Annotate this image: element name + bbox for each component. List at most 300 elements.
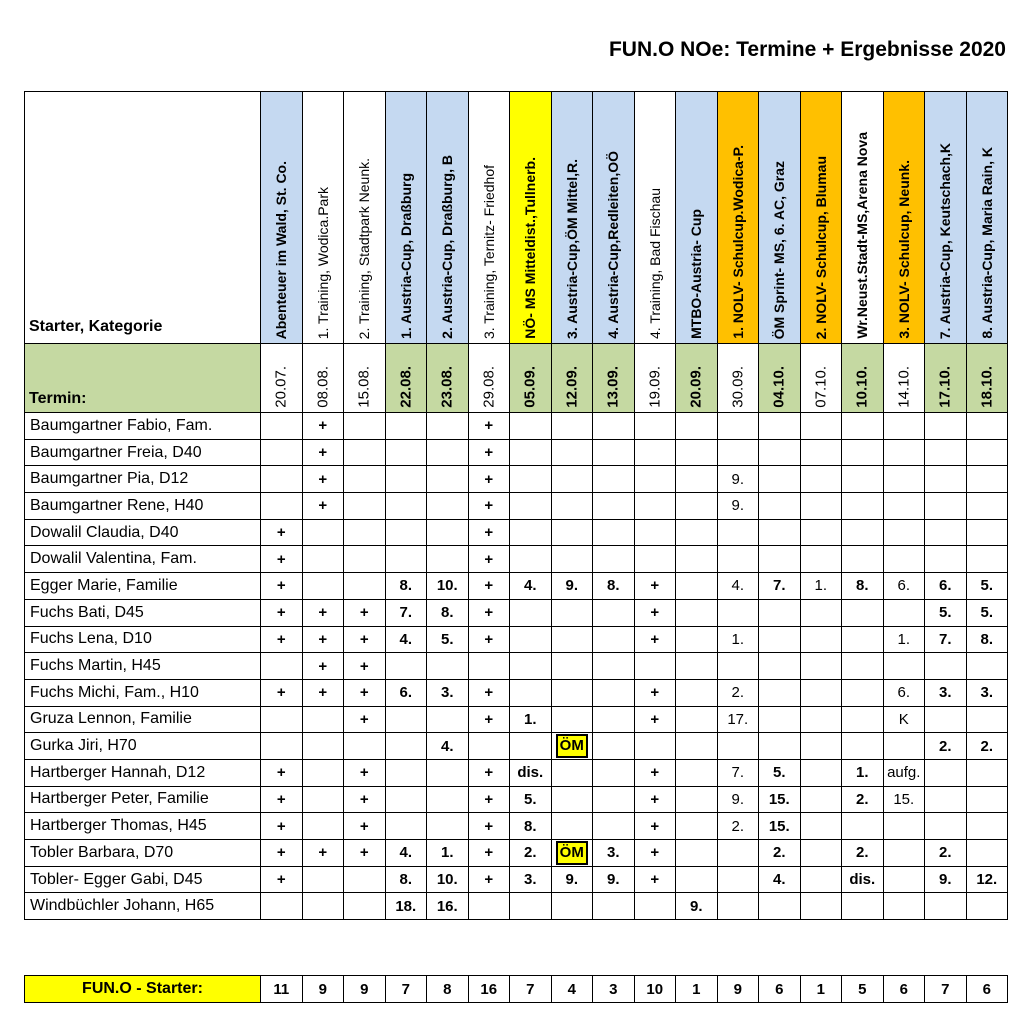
result-cell: 10. xyxy=(427,573,469,600)
result-cell xyxy=(800,893,842,920)
table-row xyxy=(25,653,1008,680)
result-cell xyxy=(925,413,967,440)
result-cell xyxy=(800,759,842,786)
result-cell: 1. xyxy=(427,840,469,867)
result-cell xyxy=(344,493,386,520)
result-cell: 10. xyxy=(427,866,469,893)
result-cell xyxy=(593,519,635,546)
result-cell xyxy=(551,519,593,546)
event-name: 2. Austria-Cup, Draßburg, B xyxy=(439,155,456,339)
starter-name: Baumgartner Fabio, Fam. xyxy=(25,413,261,440)
result-cell xyxy=(676,733,718,760)
event-name: Wr.Neust.Stadt-MS,Arena Nova xyxy=(854,132,871,339)
result-cell xyxy=(427,439,469,466)
event-date: 22.08. xyxy=(397,366,415,408)
starter-name: Fuchs Martin, H45 xyxy=(25,653,261,680)
result-cell xyxy=(717,653,759,680)
result-cell xyxy=(759,893,801,920)
result-cell: 5. xyxy=(759,759,801,786)
result-cell: + xyxy=(261,840,303,867)
event-name: 2. NOLV- Schulcup, Blumau xyxy=(812,155,829,339)
result-cell xyxy=(925,493,967,520)
result-cell xyxy=(842,466,884,493)
result-cell xyxy=(842,679,884,706)
result-cell xyxy=(759,626,801,653)
table-row xyxy=(25,413,1008,440)
result-cell: + xyxy=(261,626,303,653)
result-cell: + xyxy=(344,759,386,786)
result-cell xyxy=(676,706,718,733)
result-cell xyxy=(593,706,635,733)
result-cell xyxy=(385,413,427,440)
result-cell: 1. xyxy=(510,706,552,733)
result-cell: 4. xyxy=(759,866,801,893)
event-date: 13.09. xyxy=(604,366,622,408)
result-cell xyxy=(551,599,593,626)
result-cell: + xyxy=(468,813,510,840)
starter-name: Baumgartner Pia, D12 xyxy=(25,466,261,493)
event-name: 1. Austria-Cup, Draßburg xyxy=(397,173,414,339)
result-cell xyxy=(717,840,759,867)
result-cell xyxy=(800,519,842,546)
event-date-cell xyxy=(966,344,1008,413)
date-row xyxy=(25,344,1008,413)
event-name: 3. Austria-Cup,ÖM Mittel,R. xyxy=(563,159,580,339)
result-cell xyxy=(800,466,842,493)
result-cell xyxy=(759,733,801,760)
event-header xyxy=(842,92,884,344)
result-cell xyxy=(759,679,801,706)
table-row xyxy=(25,679,1008,706)
event-header xyxy=(551,92,593,344)
starter-count: 7 xyxy=(385,976,427,1003)
result-cell: + xyxy=(468,679,510,706)
result-cell: + xyxy=(468,840,510,867)
result-cell xyxy=(717,413,759,440)
result-cell xyxy=(427,546,469,573)
result-cell: 5. xyxy=(925,599,967,626)
event-date-cell xyxy=(634,344,676,413)
table-row xyxy=(25,840,1008,867)
result-cell xyxy=(883,439,925,466)
termin-label: Termin: xyxy=(25,344,261,413)
result-cell xyxy=(676,599,718,626)
result-cell xyxy=(676,679,718,706)
result-cell xyxy=(551,413,593,440)
page-title: FUN.O NOe: Termine + Ergebnisse 2020 xyxy=(608,38,1006,61)
result-cell xyxy=(551,546,593,573)
result-cell xyxy=(634,546,676,573)
event-name: NÖ- MS Mitteldist.,Tullnerb. xyxy=(522,157,539,339)
result-cell xyxy=(759,466,801,493)
result-cell xyxy=(551,466,593,493)
result-cell xyxy=(385,759,427,786)
result-cell xyxy=(593,466,635,493)
event-date: 23.08. xyxy=(438,366,456,408)
table-row xyxy=(25,466,1008,493)
results-table xyxy=(24,91,1008,920)
result-cell: + xyxy=(468,706,510,733)
result-cell xyxy=(842,546,884,573)
starter-name: Tobler- Egger Gabi, D45 xyxy=(25,866,261,893)
result-cell xyxy=(385,733,427,760)
result-cell xyxy=(925,706,967,733)
result-cell xyxy=(427,786,469,813)
result-cell xyxy=(634,413,676,440)
event-header xyxy=(676,92,718,344)
result-cell: 8. xyxy=(385,866,427,893)
result-cell xyxy=(385,439,427,466)
event-date-cell xyxy=(510,344,552,413)
result-cell: 16. xyxy=(427,893,469,920)
event-header xyxy=(344,92,386,344)
result-cell: 5. xyxy=(427,626,469,653)
result-cell xyxy=(344,413,386,440)
table-row xyxy=(25,599,1008,626)
result-cell xyxy=(510,653,552,680)
result-cell: + xyxy=(468,519,510,546)
starter-count: 7 xyxy=(925,976,967,1003)
result-cell: + xyxy=(468,786,510,813)
result-cell xyxy=(717,893,759,920)
result-cell xyxy=(634,439,676,466)
result-cell xyxy=(800,840,842,867)
result-cell xyxy=(634,733,676,760)
result-cell xyxy=(634,893,676,920)
result-cell xyxy=(925,546,967,573)
result-cell: 1. xyxy=(800,573,842,600)
result-cell: 8. xyxy=(966,626,1008,653)
result-cell xyxy=(510,519,552,546)
result-cell xyxy=(842,653,884,680)
starter-name: Baumgartner Freia, D40 xyxy=(25,439,261,466)
result-cell: + xyxy=(634,599,676,626)
result-cell xyxy=(593,413,635,440)
result-cell: 6. xyxy=(385,679,427,706)
result-cell: + xyxy=(302,653,344,680)
result-cell: 7. xyxy=(759,573,801,600)
result-cell xyxy=(468,893,510,920)
table-row xyxy=(25,866,1008,893)
result-cell xyxy=(925,466,967,493)
result-cell xyxy=(593,813,635,840)
result-cell: 2. xyxy=(842,786,884,813)
event-date: 14.10. xyxy=(895,366,913,408)
result-cell: + xyxy=(344,653,386,680)
starter-name: Hartberger Peter, Familie xyxy=(25,786,261,813)
starter-count-label: FUN.O - Starter: xyxy=(25,976,261,1003)
result-cell xyxy=(510,679,552,706)
result-cell: + xyxy=(344,706,386,733)
table-row xyxy=(25,706,1008,733)
starter-count: 6 xyxy=(883,976,925,1003)
result-cell xyxy=(676,840,718,867)
starter-name: Fuchs Bati, D45 xyxy=(25,599,261,626)
result-cell xyxy=(634,653,676,680)
result-cell xyxy=(717,733,759,760)
event-header xyxy=(468,92,510,344)
result-cell: + xyxy=(634,626,676,653)
result-cell xyxy=(676,573,718,600)
result-cell xyxy=(676,439,718,466)
result-cell xyxy=(759,439,801,466)
result-cell: 9. xyxy=(717,493,759,520)
event-name: 1. Training, Wodica.Park xyxy=(314,186,331,339)
result-cell xyxy=(344,866,386,893)
event-name: 4. Austria-Cup,Redleiten,OÖ xyxy=(605,151,622,339)
event-date: 29.08. xyxy=(480,366,498,408)
result-cell xyxy=(676,759,718,786)
result-cell: + xyxy=(634,813,676,840)
starter-count: 16 xyxy=(468,976,510,1003)
result-cell: 9. xyxy=(717,466,759,493)
result-cell xyxy=(676,626,718,653)
result-cell: + xyxy=(468,493,510,520)
starter-count: 7 xyxy=(510,976,552,1003)
starter-name: Windbüchler Johann, H65 xyxy=(25,893,261,920)
result-cell xyxy=(385,786,427,813)
result-cell xyxy=(966,813,1008,840)
result-cell xyxy=(593,599,635,626)
starter-name: Egger Marie, Familie xyxy=(25,573,261,600)
result-cell xyxy=(883,493,925,520)
result-cell: 8. xyxy=(385,573,427,600)
result-cell xyxy=(966,466,1008,493)
result-cell xyxy=(510,626,552,653)
result-cell: 4. xyxy=(510,573,552,600)
result-cell xyxy=(842,893,884,920)
result-cell xyxy=(551,493,593,520)
result-cell xyxy=(510,466,552,493)
result-cell xyxy=(842,626,884,653)
starter-count: 9 xyxy=(344,976,386,1003)
result-cell xyxy=(676,466,718,493)
result-cell xyxy=(261,493,303,520)
result-cell xyxy=(966,519,1008,546)
result-cell xyxy=(261,653,303,680)
event-header xyxy=(966,92,1008,344)
result-cell: + xyxy=(302,840,344,867)
result-cell: + xyxy=(302,493,344,520)
result-cell: 1. xyxy=(717,626,759,653)
event-date: 15.08. xyxy=(355,366,373,408)
result-cell: 12. xyxy=(966,866,1008,893)
result-cell xyxy=(800,546,842,573)
result-cell: + xyxy=(261,866,303,893)
result-cell xyxy=(427,653,469,680)
result-cell xyxy=(966,706,1008,733)
result-cell xyxy=(344,733,386,760)
result-cell xyxy=(842,706,884,733)
starter-count: 9 xyxy=(302,976,344,1003)
result-cell xyxy=(676,786,718,813)
result-cell xyxy=(800,439,842,466)
result-cell: 2. xyxy=(759,840,801,867)
result-cell xyxy=(925,439,967,466)
result-cell: 18. xyxy=(385,893,427,920)
result-cell xyxy=(593,786,635,813)
result-cell xyxy=(634,493,676,520)
result-cell: 9. xyxy=(551,866,593,893)
result-cell: + xyxy=(261,759,303,786)
result-cell: + xyxy=(634,840,676,867)
starter-count: 8 xyxy=(427,976,469,1003)
event-header xyxy=(427,92,469,344)
result-cell xyxy=(883,466,925,493)
result-cell xyxy=(593,679,635,706)
starter-count: 3 xyxy=(593,976,635,1003)
result-cell xyxy=(302,813,344,840)
result-cell: + xyxy=(468,573,510,600)
result-cell xyxy=(800,786,842,813)
starter-name: Gurka Jiri, H70 xyxy=(25,733,261,760)
starter-name: Gruza Lennon, Familie xyxy=(25,706,261,733)
result-cell xyxy=(427,813,469,840)
starter-category-header: Starter, Kategorie xyxy=(25,92,261,344)
event-date: 19.09. xyxy=(646,366,664,408)
result-cell: dis. xyxy=(842,866,884,893)
starter-name: Hartberger Hannah, D12 xyxy=(25,759,261,786)
result-cell xyxy=(883,813,925,840)
event-date-cell xyxy=(883,344,925,413)
event-header xyxy=(883,92,925,344)
result-cell: + xyxy=(468,439,510,466)
event-header xyxy=(593,92,635,344)
result-cell xyxy=(842,599,884,626)
result-cell: K xyxy=(883,706,925,733)
result-cell xyxy=(593,893,635,920)
result-cell: + xyxy=(468,413,510,440)
starter-name: Hartberger Thomas, H45 xyxy=(25,813,261,840)
result-cell: + xyxy=(468,759,510,786)
result-cell xyxy=(759,599,801,626)
result-cell: + xyxy=(302,679,344,706)
result-cell: 9. xyxy=(676,893,718,920)
event-date: 08.08. xyxy=(314,366,332,408)
result-cell: 3. xyxy=(966,679,1008,706)
starter-name: Baumgartner Rene, H40 xyxy=(25,493,261,520)
result-cell: 7. xyxy=(925,626,967,653)
result-cell: 17. xyxy=(717,706,759,733)
event-header xyxy=(634,92,676,344)
event-header xyxy=(302,92,344,344)
event-name: ÖM Sprint- MS, 6. AC, Graz xyxy=(771,160,788,339)
result-cell: + xyxy=(468,866,510,893)
result-cell xyxy=(302,733,344,760)
event-date-cell xyxy=(302,344,344,413)
result-cell xyxy=(966,546,1008,573)
event-date-cell xyxy=(800,344,842,413)
result-cell: 7. xyxy=(385,599,427,626)
result-cell xyxy=(344,573,386,600)
result-cell: 15. xyxy=(883,786,925,813)
table-row xyxy=(25,546,1008,573)
event-header-row xyxy=(25,92,1008,344)
event-date: 12.09. xyxy=(563,366,581,408)
result-cell: + xyxy=(634,679,676,706)
result-cell: 2. xyxy=(925,840,967,867)
result-cell xyxy=(800,493,842,520)
result-cell xyxy=(261,439,303,466)
event-header xyxy=(800,92,842,344)
result-cell xyxy=(842,493,884,520)
result-cell: aufg. xyxy=(883,759,925,786)
result-cell: + xyxy=(261,546,303,573)
result-cell xyxy=(385,546,427,573)
result-cell: 8. xyxy=(842,573,884,600)
result-cell: + xyxy=(302,439,344,466)
result-cell xyxy=(427,493,469,520)
result-cell xyxy=(427,466,469,493)
result-cell xyxy=(676,546,718,573)
result-cell xyxy=(800,866,842,893)
result-cell xyxy=(883,840,925,867)
result-cell xyxy=(510,733,552,760)
result-cell: + xyxy=(261,786,303,813)
starter-count: 1 xyxy=(676,976,718,1003)
result-cell xyxy=(385,493,427,520)
result-cell: + xyxy=(344,679,386,706)
table-row xyxy=(25,813,1008,840)
result-cell xyxy=(966,759,1008,786)
event-date-cell xyxy=(551,344,593,413)
result-cell: + xyxy=(468,599,510,626)
event-name: MTBO-Austria- Cup xyxy=(688,209,705,339)
result-cell xyxy=(966,786,1008,813)
result-cell xyxy=(593,759,635,786)
result-cell: + xyxy=(634,759,676,786)
starter-name: Tobler Barbara, D70 xyxy=(25,840,261,867)
result-cell xyxy=(344,439,386,466)
event-date-cell xyxy=(385,344,427,413)
result-cell xyxy=(842,813,884,840)
result-cell xyxy=(593,439,635,466)
event-name: 8. Austria-Cup, Maria Rain, K xyxy=(978,147,995,339)
starter-count: 10 xyxy=(634,976,676,1003)
event-header xyxy=(510,92,552,344)
result-cell xyxy=(593,626,635,653)
result-cell xyxy=(551,626,593,653)
result-cell xyxy=(551,893,593,920)
result-cell xyxy=(385,653,427,680)
event-date-cell xyxy=(676,344,718,413)
event-date: 30.09. xyxy=(729,366,747,408)
result-cell xyxy=(385,519,427,546)
starter-name: Dowalil Valentina, Fam. xyxy=(25,546,261,573)
result-cell: 3. xyxy=(593,840,635,867)
result-cell: 15. xyxy=(759,813,801,840)
starter-name: Fuchs Lena, D10 xyxy=(25,626,261,653)
result-cell xyxy=(551,813,593,840)
result-cell xyxy=(966,493,1008,520)
result-cell xyxy=(842,519,884,546)
om-badge: ÖM xyxy=(556,734,588,758)
result-cell xyxy=(302,893,344,920)
result-cell xyxy=(261,466,303,493)
result-cell xyxy=(883,413,925,440)
result-cell: + xyxy=(261,519,303,546)
result-cell xyxy=(925,813,967,840)
starter-count: 1 xyxy=(800,976,842,1003)
result-cell xyxy=(344,466,386,493)
event-name: 7. Austria-Cup, Keutschach,K xyxy=(937,142,954,339)
result-cell xyxy=(842,733,884,760)
event-header xyxy=(261,92,303,344)
table-row xyxy=(25,493,1008,520)
result-cell: 9. xyxy=(551,573,593,600)
result-cell xyxy=(966,893,1008,920)
result-cell xyxy=(759,413,801,440)
